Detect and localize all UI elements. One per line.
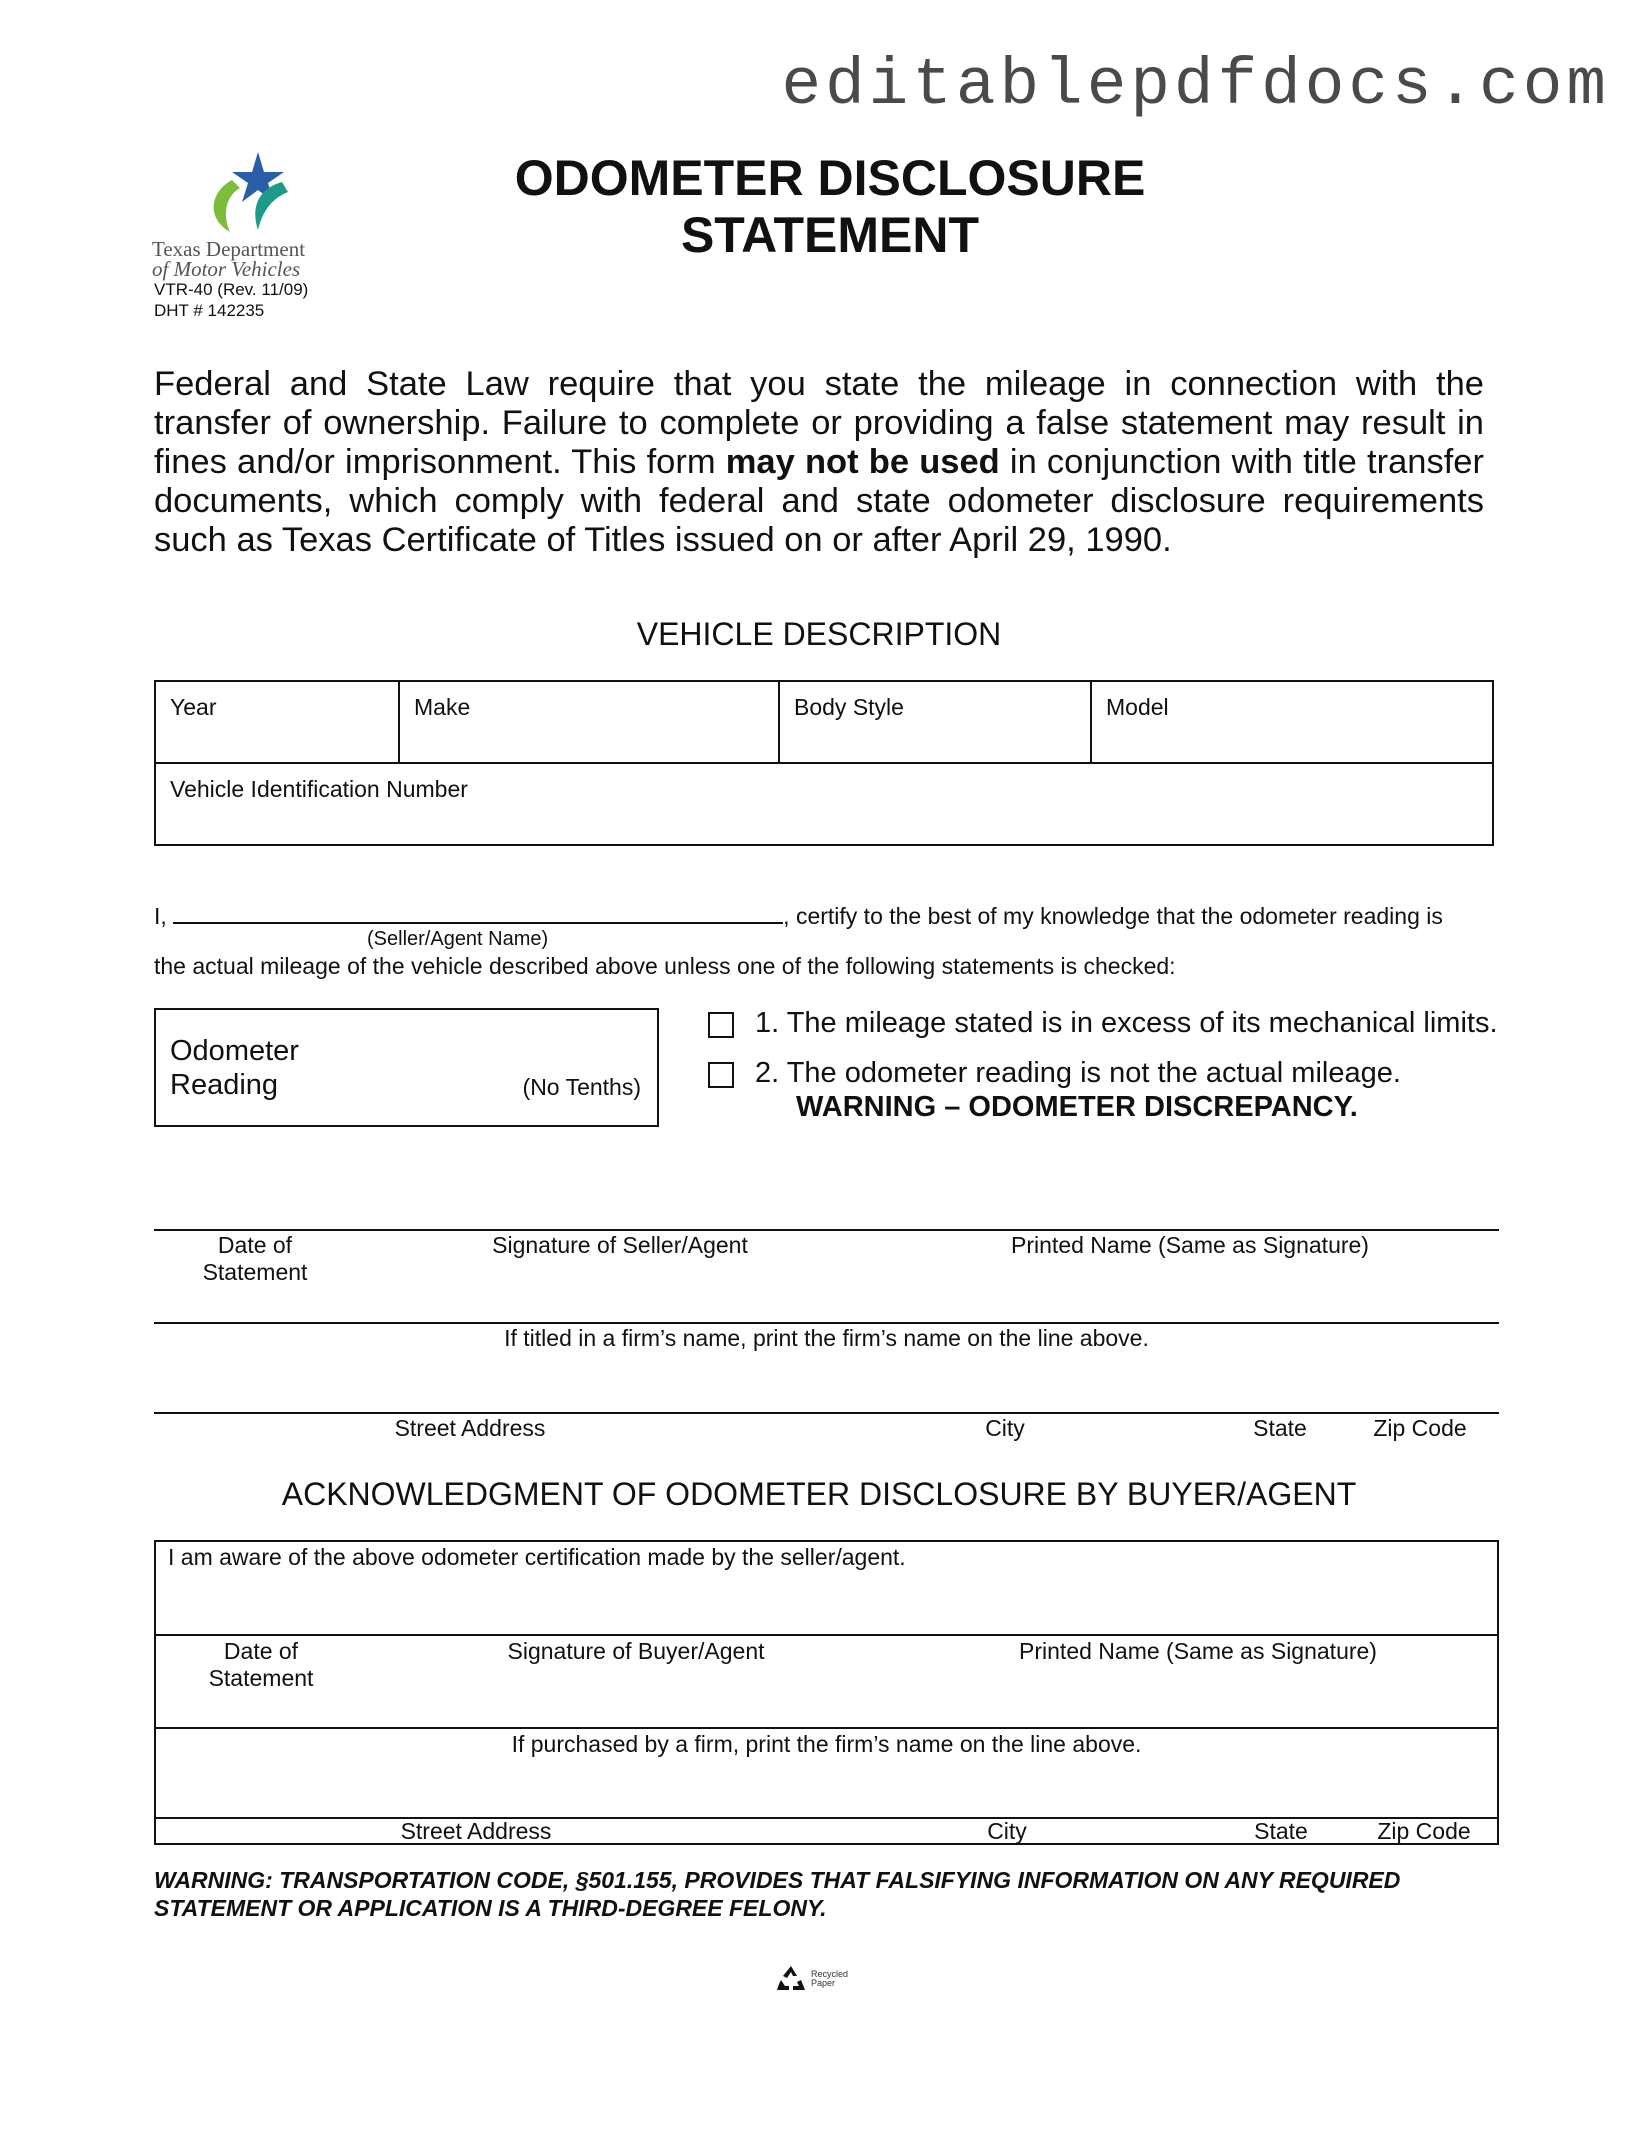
odometer-discrepancy-warning: WARNING – ODOMETER DISCREPANCY. [796, 1091, 1358, 1123]
vin-label: Vehicle Identification Number [170, 776, 468, 802]
buyer-firm-caption: If purchased by a firm, print the firm’s name on the line above. [511, 1731, 1142, 1757]
recycled-paper-label [811, 1970, 848, 1988]
seller-firm-line[interactable] [154, 1322, 1499, 1324]
recycled-paper-mark [775, 1964, 848, 1994]
vehicle-heading: VEHICLE DESCRIPTION [636, 616, 1002, 652]
mechanical-limits-label: 1. The mileage stated is in excess of its mechanical limits. [755, 1007, 1498, 1039]
buyer-date-line2: Statement [208, 1665, 314, 1691]
buyer-signature-line[interactable] [156, 1634, 1497, 1636]
body-style-label: Body Style [794, 694, 904, 720]
buyer-signature-caption: Signature of Buyer/Agent [507, 1638, 765, 1664]
seller-signature-caption: Signature of Seller/Agent [492, 1232, 748, 1258]
model-field[interactable] [1091, 681, 1493, 763]
vin-field[interactable] [155, 763, 1493, 845]
watermark: editablepdfdocs.com [781, 48, 1610, 123]
cert-prefix: I, [154, 903, 167, 929]
title-line2: STATEMENT [680, 207, 980, 263]
certification-line [154, 900, 1443, 930]
felony-warning [154, 1866, 1494, 1922]
recycled-line1: Recycled [811, 1969, 849, 1979]
seller-date-line1: Date of [217, 1232, 293, 1258]
seller-date-caption [180, 1232, 330, 1286]
agency-logo [152, 152, 342, 279]
seller-signature-line[interactable] [154, 1229, 1499, 1231]
agency-name-line2: of Motor Vehicles [152, 257, 301, 281]
odometer-label-line2: Reading [170, 1069, 279, 1101]
vehicle-table [154, 680, 1494, 846]
seller-city-caption: City [985, 1415, 1025, 1441]
recycled-line2: Paper [811, 1978, 836, 1988]
page-title [460, 150, 1200, 264]
felony-warning-line2: STATEMENT OR APPLICATION IS A THIRD-DEGREE FELONY. [154, 1895, 827, 1921]
not-actual-mileage-label: 2. The odometer reading is not the actual mileage. [755, 1057, 1401, 1089]
title-line1: ODOMETER DISCLOSURE [514, 150, 1146, 206]
seller-printed-name-caption: Printed Name (Same as Signature) [1011, 1232, 1369, 1258]
buyer-state-caption: State [1254, 1818, 1308, 1844]
seller-firm-caption: If titled in a firm’s name, print the firm’s name on the line above. [504, 1325, 1149, 1351]
recycle-icon [775, 1964, 807, 1994]
year-field[interactable] [155, 681, 399, 763]
seller-state-caption: State [1253, 1415, 1307, 1441]
buyer-city-caption: City [987, 1818, 1027, 1844]
certification-line2: the actual mileage of the vehicle described above unless one of the following statements is checked: [154, 953, 1176, 979]
dht-number: DHT # 142235 [154, 301, 265, 320]
year-label: Year [170, 694, 217, 720]
seller-zip-caption: Zip Code [1373, 1415, 1467, 1441]
intro-text-1: Federal and State Law require that you state the mileage in connection with the transfer of ownership. Failure to complete or providing a false statement may result in fines and/or imprisonment. This form [154, 365, 1484, 481]
seller-name-input[interactable] [173, 900, 783, 924]
txdmv-star-logo [192, 152, 302, 234]
cert-suffix: , certify to the best of my knowledge that the odometer reading is [783, 903, 1443, 929]
odometer-note: (No Tenths) [522, 1074, 641, 1100]
seller-street-caption: Street Address [394, 1415, 546, 1441]
seller-name-caption: (Seller/Agent Name) [367, 928, 549, 950]
intro-bold: may not be used [725, 443, 1000, 481]
not-actual-mileage-checkbox[interactable] [708, 1062, 734, 1088]
form-number: VTR-40 (Rev. 11/09) [154, 280, 309, 299]
make-field[interactable] [399, 681, 779, 763]
form-identifier [154, 279, 308, 321]
buyer-firm-line[interactable] [156, 1727, 1497, 1729]
odometer-label-line1: Odometer [170, 1035, 299, 1067]
buyer-street-caption: Street Address [400, 1818, 552, 1844]
odometer-reading-field[interactable] [154, 1008, 659, 1127]
agency-name [152, 239, 342, 279]
buyer-date-line1: Date of [223, 1638, 299, 1664]
felony-warning-line1: WARNING: TRANSPORTATION CODE, §501.155, PROVIDES THAT FALSIFYING INFORMATION ON ANY REQUIRED [154, 1867, 1401, 1893]
buyer-acknowledgment-box [154, 1540, 1499, 1845]
agency-name-line1: Texas Department [152, 237, 306, 261]
seller-address-line[interactable] [154, 1412, 1499, 1414]
make-label: Make [414, 694, 471, 720]
model-label: Model [1106, 694, 1169, 720]
intro-text-2: in conjunction with title transfer documents, which comply with federal and state odometer disclosure requirements such as Texas Certificate of Titles issued on or after April 29, 1990. [154, 443, 1484, 559]
buyer-printed-name-caption: Printed Name (Same as Signature) [1019, 1638, 1377, 1664]
intro-paragraph [154, 365, 1484, 560]
seller-date-line2: Statement [202, 1259, 308, 1285]
buyer-heading: ACKNOWLEDGMENT OF ODOMETER DISCLOSURE BY BUYER/AGENT [281, 1476, 1357, 1512]
buyer-date-caption [186, 1638, 336, 1692]
mechanical-limits-checkbox[interactable] [708, 1012, 734, 1038]
buyer-aware-statement: I am aware of the above odometer certification made by the seller/agent. [168, 1544, 906, 1570]
buyer-zip-caption: Zip Code [1377, 1818, 1471, 1844]
odometer-label [170, 1034, 299, 1102]
body-style-field[interactable] [779, 681, 1091, 763]
